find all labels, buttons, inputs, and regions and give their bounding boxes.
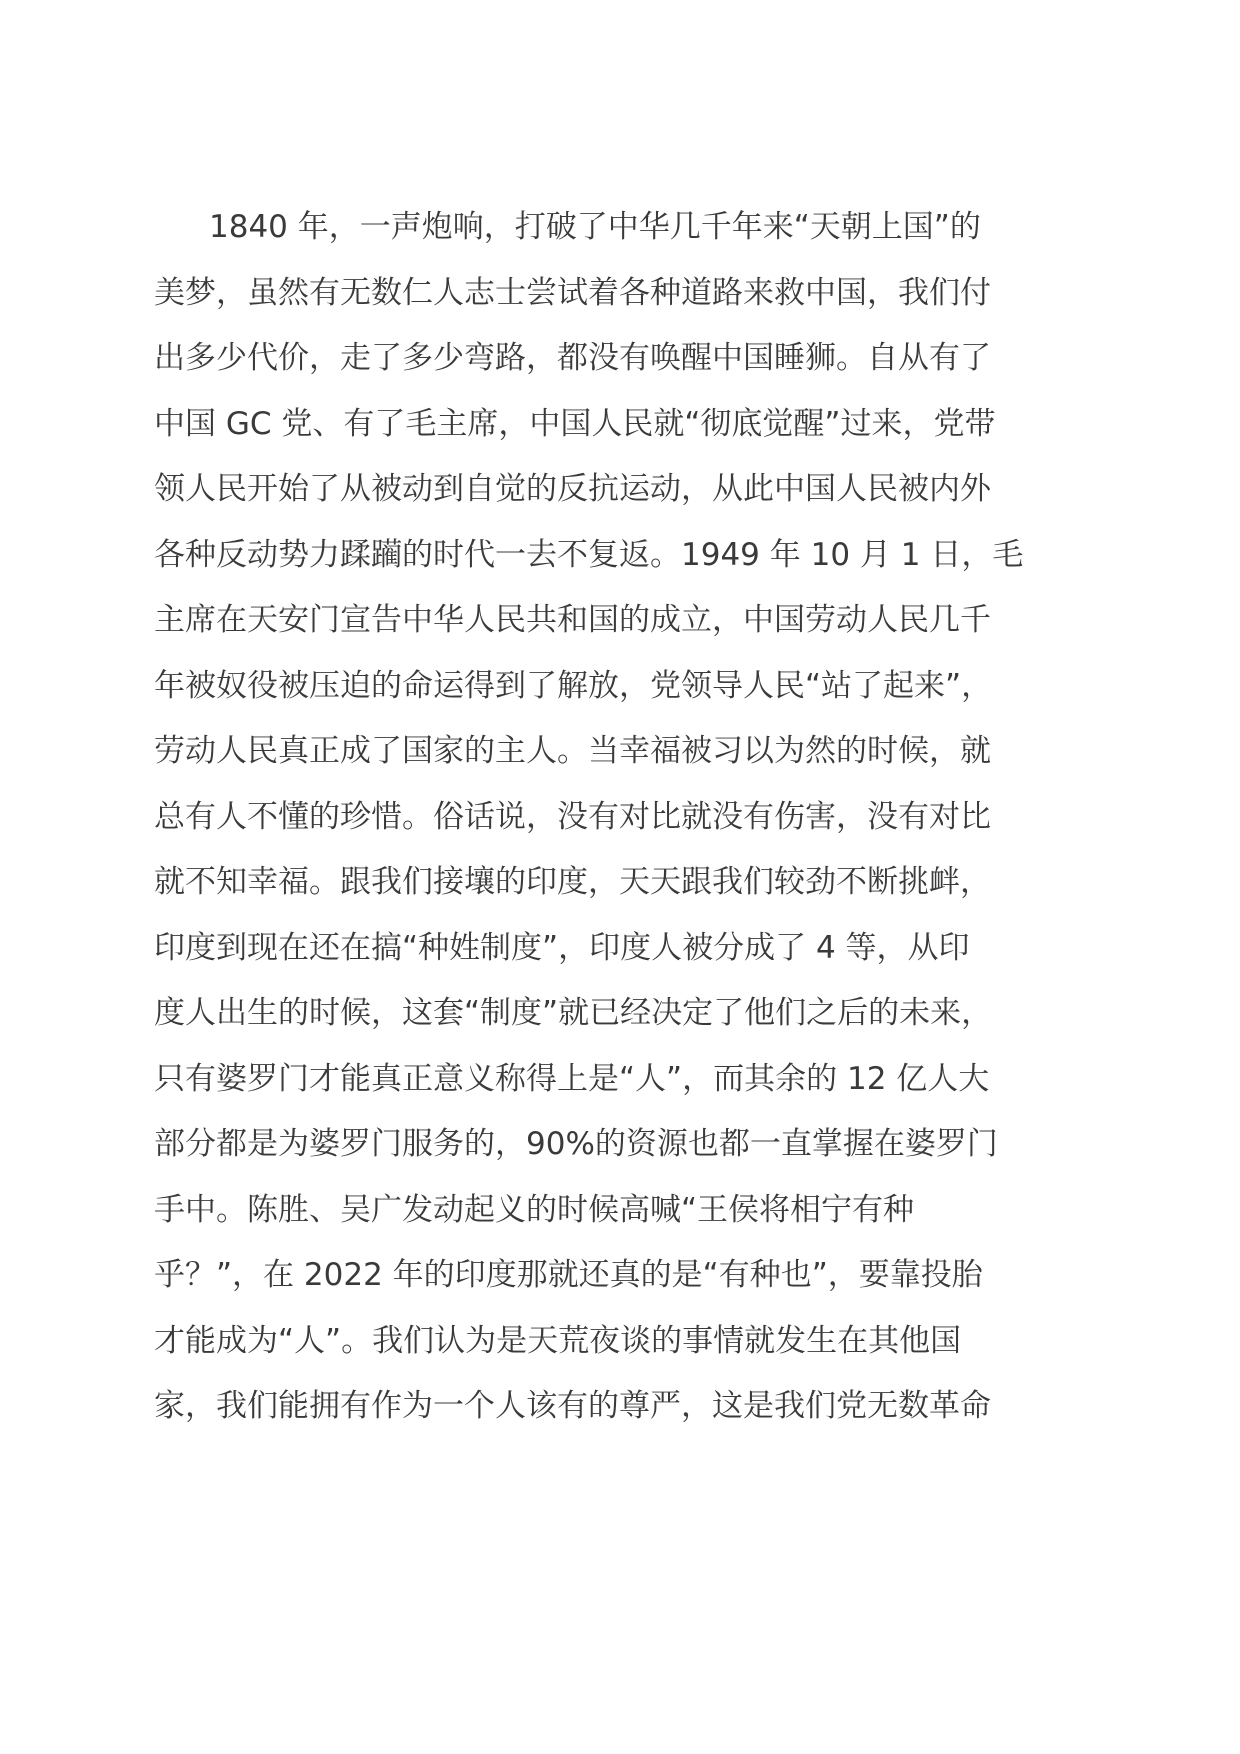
paragraph-line: 家，我们能拥有作为一个人该有的尊严，这是我们党无数革命 <box>154 1388 991 1424</box>
paragraph-line: 1840 年，一声炮响，打破了中华几千年来“天朝上国”的 <box>209 209 981 245</box>
paragraph-line: 总有人不懂的珍惜。俗话说，没有对比就没有伤害，没有对比 <box>154 798 991 835</box>
paragraph-line: 就不知幸福。跟我们接壤的印度，天天跟我们较劲不断挑衅， <box>154 864 991 900</box>
paragraph-line: 年被奴役被压迫的命运得到了解放，党领导人民“站了起来”， <box>154 667 993 704</box>
paragraph-line: 美梦，虽然有无数仁人志士尝试着各种道路来救中国，我们付 <box>154 274 991 311</box>
body-paragraph <box>154 210 1094 1455</box>
paragraph-line: 才能成为“人”。我们认为是天荒夜谈的事情就发生在其他国 <box>154 1322 962 1359</box>
paragraph-line: 出多少代价，走了多少弯路，都没有唤醒中国睡狮。自从有了 <box>154 340 991 376</box>
paragraph-line: 手中。陈胜、吴广发动起义的时候高喊“王侯将相宁有种 <box>154 1191 915 1228</box>
paragraph-line: 劳动人民真正成了国家的主人。当幸福被习以为然的时候，就 <box>154 733 991 769</box>
paragraph-line: 度人出生的时候，这套“制度”就已经决定了他们之后的未来， <box>154 995 993 1031</box>
paragraph-line: 中国 GC 党、有了毛主席，中国人民就“彻底觉醒”过来，党带 <box>154 405 996 442</box>
paragraph-line: 领人民开始了从被动到自觉的反抗运动，从此中国人民被内外 <box>154 471 991 507</box>
paragraph-line: 主席在天安门宣告中华人民共和国的成立，中国劳动人民几千 <box>154 602 991 638</box>
paragraph-line: 只有婆罗门才能真正意义称得上是“人”，而其余的 12 亿人大 <box>154 1060 990 1097</box>
paragraph-line: 部分都是为婆罗门服务的，90%的资源也都一直掌握在婆罗门 <box>154 1126 998 1162</box>
paragraph-line: 乎？”，在 2022 年的印度那就还真的是“有种也”，要靠投胎 <box>154 1257 983 1293</box>
paragraph-line: 印度到现在还在搞“种姓制度”，印度人被分成了 4 等，从印 <box>154 929 970 966</box>
paragraph-line: 各种反动势力蹂躏的时代一去不复返。1949 年 10 月 1 日，毛 <box>154 536 1024 573</box>
